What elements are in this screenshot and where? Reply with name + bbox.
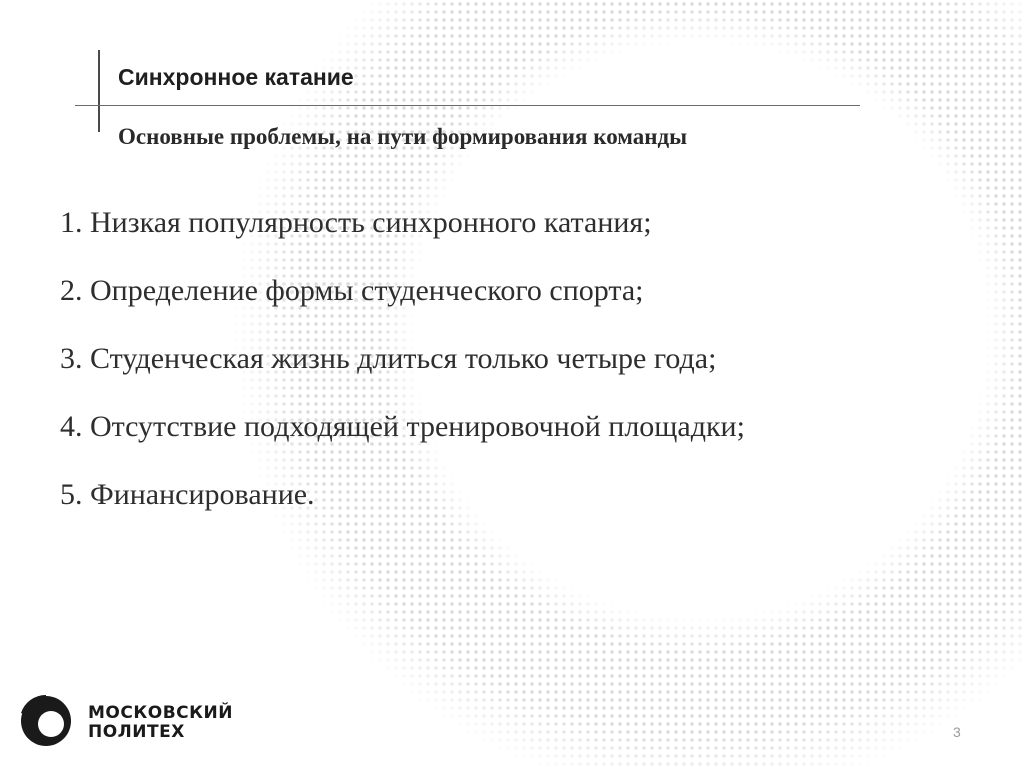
logo-wordmark xyxy=(88,704,233,742)
logo-line-2: ПОЛИТЕХ xyxy=(88,722,185,742)
list-item: 1. Низкая популярность синхронного катания; xyxy=(60,206,652,239)
list-item: 3. Студенческая жизнь длиться только четыре года; xyxy=(60,342,717,375)
slide-title: Синхронное катание xyxy=(118,64,354,90)
list-item: 5. Финансирование. xyxy=(60,478,315,511)
politech-logo-icon xyxy=(18,693,74,749)
slide-subtitle: Основные проблемы, на пути формирования команды xyxy=(118,124,688,149)
list-item: 2. Определение формы студенческого спорта; xyxy=(60,274,644,307)
logo-line-1: МОСКОВСКИЙ xyxy=(88,703,233,723)
vertical-divider xyxy=(98,50,100,132)
page-number: 3 xyxy=(953,724,961,740)
list-item: 4. Отсутствие подходящей тренировочной площадки; xyxy=(60,410,745,443)
horizontal-divider xyxy=(75,105,860,106)
problems-list xyxy=(60,203,745,543)
